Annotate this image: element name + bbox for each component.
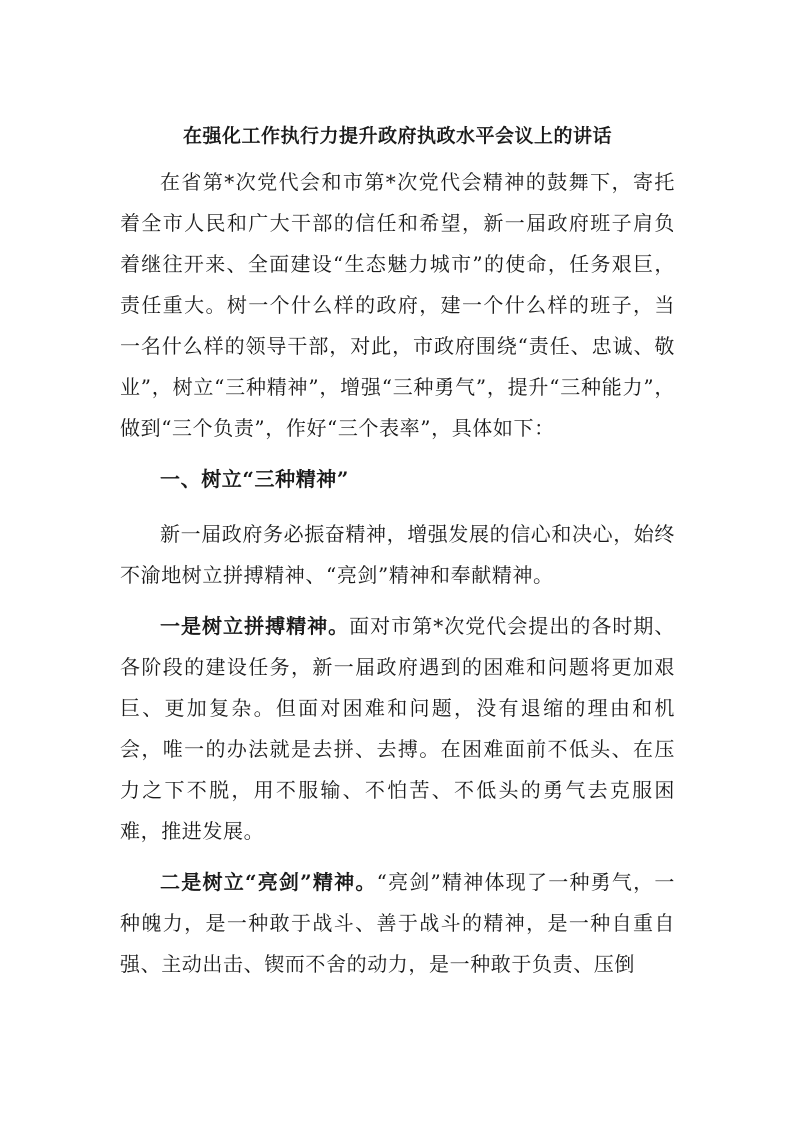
point-paragraph-2 [120, 862, 675, 985]
point-lead-2: 二是树立“亮剑”精神。 [160, 870, 377, 894]
document-page [120, 112, 675, 995]
point-text-1: 面对市第*次党代会提出的各时期、各阶段的建设任务，新一届政府遇到的困难和问题将更加艰巨、更加复杂。但面对困难和问题，没有退缩的理由和机会，唯一的办法就是去拼、去搏。在困难面前不低头、在压力之下不脱，用不服输、不怕苦、不低头的勇气去克服困难，推进发展。 [120, 614, 675, 843]
intro-paragraph: 在省第*次党代会和市第*次党代会精神的鼓舞下，寄托着全市人民和广大干部的信任和希望，新一届政府班子肩负着继往开来、全面建设“生态魅力城市”的使命，任务艰巨，责任重大。树一个什么样的政府，建一个什么样的班子，当一名什么样的领导干部，对此，市政府围绕“责任、忠诚、敬业”，树立“三种精神”，增强“三种勇气”，提升“三种能力”，做到“三个负责”，作好“三个表率”，具体如下： [120, 170, 675, 440]
section-heading: 一、树立“三种精神” [160, 467, 350, 491]
section-summary-paragraph: 新一届政府务必振奋精神，增强发展的信心和决心，始终不渝地树立拼搏精神、“亮剑”精神和奉献精神。 [120, 522, 675, 587]
point-lead-1: 一是树立拼搏精神。 [160, 614, 350, 638]
point-text-2: “亮剑”精神体现了一种勇气，一种魄力，是一种敢于战斗、善于战斗的精神，是一种自重自强、主动出击、锲而不舍的动力，是一种敢于负责、压倒 [120, 870, 675, 976]
document-title: 在强化工作执行力提升政府执政水平会议上的讲话 [182, 125, 612, 147]
point-paragraph-1 [120, 606, 675, 852]
